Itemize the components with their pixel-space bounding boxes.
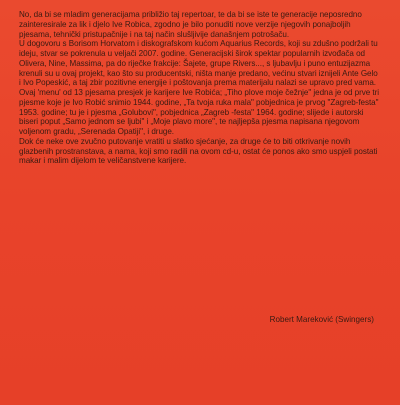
body-text bbox=[19, 10, 381, 166]
paragraph-closing: Dok će neke ove zvučno putovanje vratiti u slatko sjećanje, za druge će to biti otkrivanje novih glazbenih prostranstava, a nama, koji smo radili na ovom cd-u, ostat će ponos ako smo uspjeli postati makar i malim dijelom te veličanstvene karijere. bbox=[19, 136, 378, 166]
author-signature: Robert Mareković (Swingers) bbox=[269, 315, 374, 324]
paragraph-project: U dogovoru s Borisom Horvatom i diskografskom kućom Aquarius Records, koji su zdušno podržali tu ideju, stvar se pokrenula u veljači 2007. godine. Generacijski širok spektar popularnih izvođača od Olivera, Nine, Massima, pa do riječke frakcije: Šajete, grupe Rivers..., s ljubavlju i puno entuzijazma krenuli su u ovaj projekt, kao što su producentski, ništa manje predano, većinu stvari iznijeli Ante Gelo i Ivo Popeskić, a taj zbir pozitivne energije i poštovanja prema materijalu nalazi se upravo pred vama. Ovaj 'menu' od 13 pjesama presjek je karijere Ive Robića; „Tiho plove moje čežnje" jedna je od prve tri pjesme koje je Ivo Robić snimio 1944. godine, „Ta tvoja ruka mala" pobjednica je prvog "Zagreb-festa" 1953. godine; tu je i pjesma „Golubovi", pobjednica „Zagreb -festa" 1964. godine; slijede i autorski biseri poput „Samo jednom se ljubi" i „Moje plavo more", te najljepša pjesma napisana njegovom voljenom gradu, „Serenada Opatiji", i druge. bbox=[19, 39, 379, 136]
paragraph-intro: No, da bi se mladim generacijama približio taj repertoar, te da bi se iste te generacije neposredno zainteresirale za lik i djelo Ive Robica, zgodno je bilo ponuditi nove verzije njegovih ponajboljih pjesama, tehnički pristupačnije i na taj način slušljivije današnjem potrošaču. bbox=[19, 10, 362, 39]
